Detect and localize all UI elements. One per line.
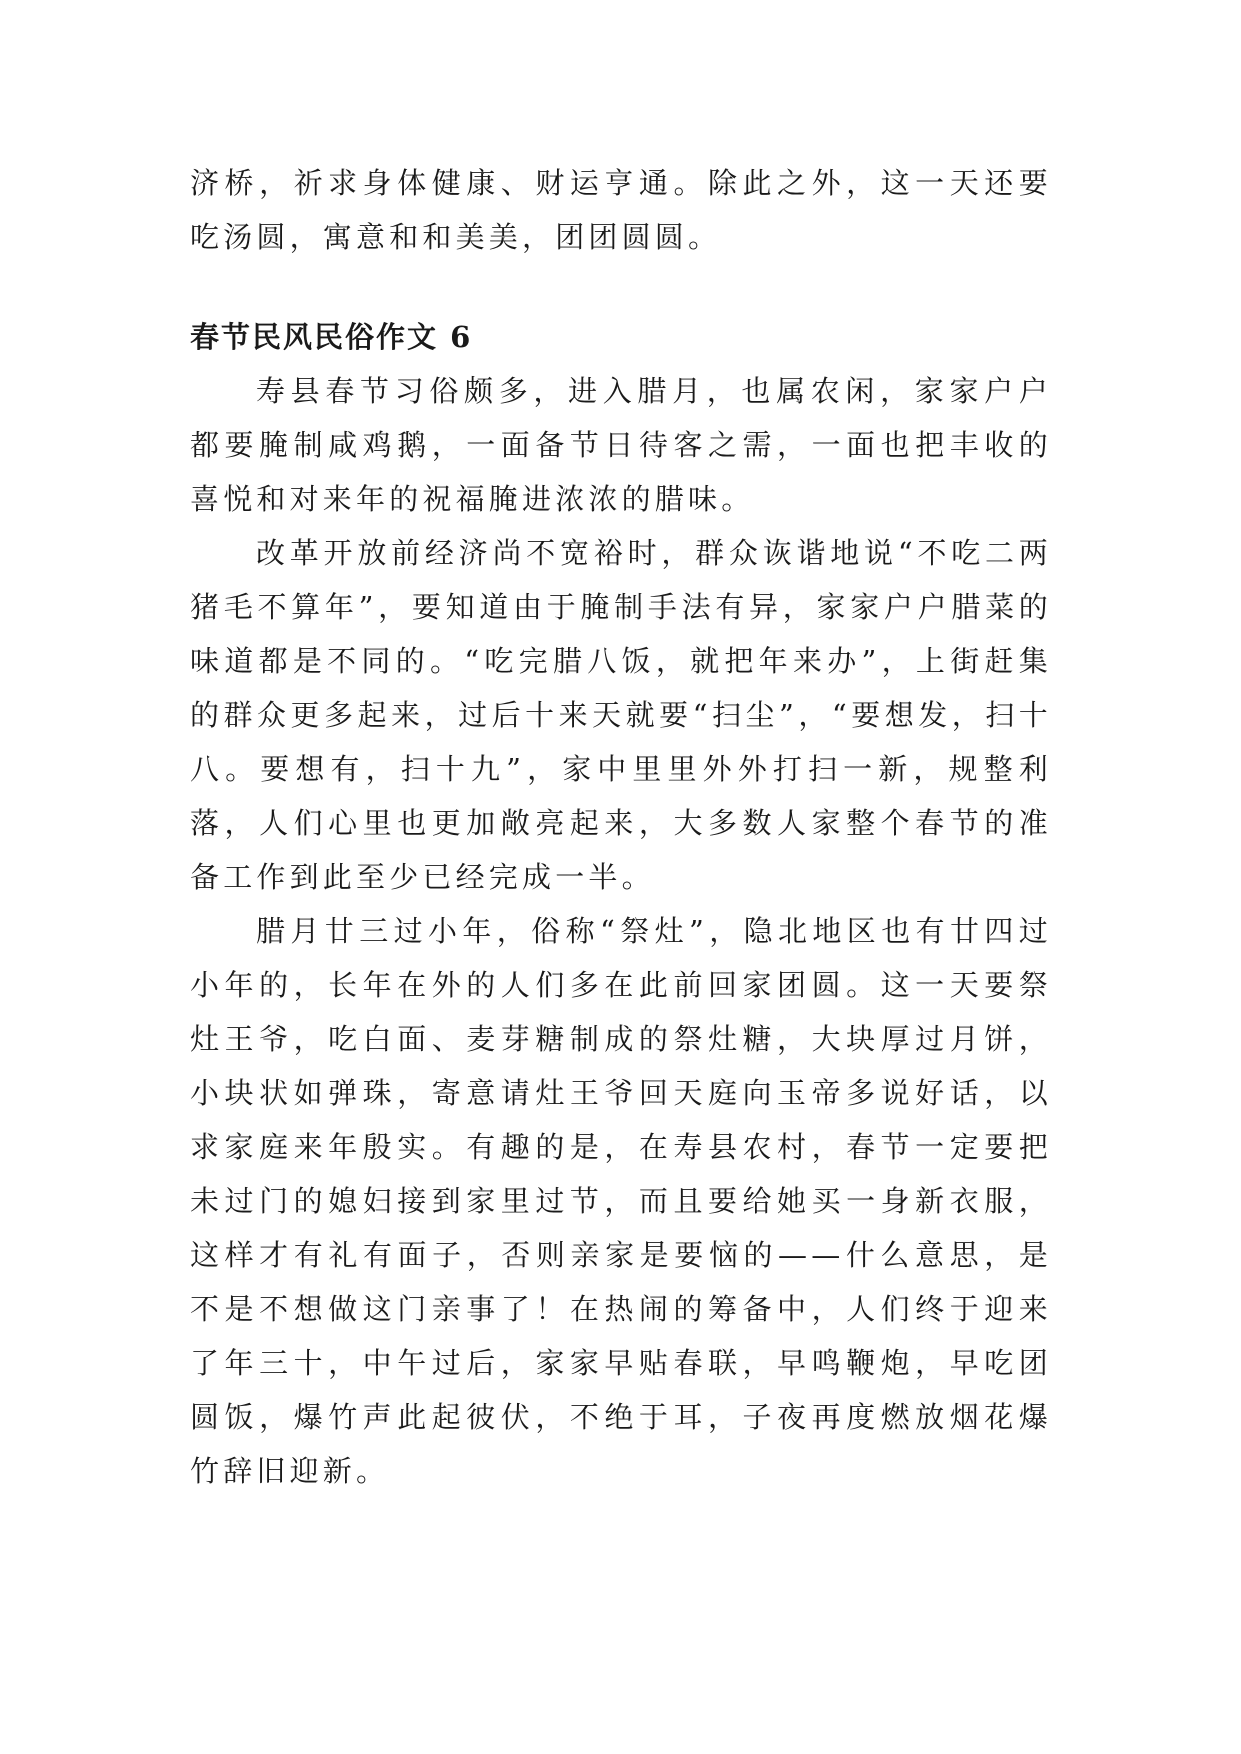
paragraph-3: 腊月廿三过小年，俗称“祭灶”，隐北地区也有廿四过小年的，长年在外的人们多在此前回家团圆。这一天要祭灶王爷，吃白面、麦芽糖制成的祭灶糖，大块厚过月饼，小块状如弹珠，寄意请灶王爷回天庭向玉帝多说好话，以求家庭来年殷实。有趣的是，在寿县农村，春节一定要把未过门的媳妇接到家里过节，而且要给她买一身新衣服，这样才有礼有面子，否则亲家是要恼的——什么意思，是不是不想做这门亲事了！在热闹的筹备中，人们终于迎来了年三十，中午过后，家家早贴春联，早鸣鞭炮，早吃团圆饭，爆竹声此起彼伏，不绝于耳，子夜再度燃放烟花爆竹辞旧迎新。 xyxy=(190,914,1052,1488)
document-body xyxy=(190,156,1052,1498)
section-spacer xyxy=(190,264,1052,310)
continuation-paragraph: 济桥，祈求身体健康、财运亨通。除此之外，这一天还要吃汤圆，寓意和和美美，团团圆圆。 xyxy=(190,166,1052,254)
section-title: 春节民风民俗作文 6 xyxy=(190,320,473,354)
paragraph-2: 改革开放前经济尚不宽裕时，群众诙谐地说“不吃二两猪毛不算年”，要知道由于腌制手法有异，家家户户腊菜的味道都是不同的。“吃完腊八饭，就把年来办”，上街赶集的群众更多起来，过后十来天就要“扫尘”，“要想发，扫十八。要想有，扫十九”，家中里里外外打扫一新，规整利落，人们心里也更加敞亮起来，大多数人家整个春节的准备工作到此至少已经完成一半。 xyxy=(190,536,1052,894)
paragraph-1: 寿县春节习俗颇多，进入腊月，也属农闲，家家户户都要腌制咸鸡鹅，一面备节日待客之需，一面也把丰收的喜悦和对来年的祝福腌进浓浓的腊味。 xyxy=(190,374,1052,516)
